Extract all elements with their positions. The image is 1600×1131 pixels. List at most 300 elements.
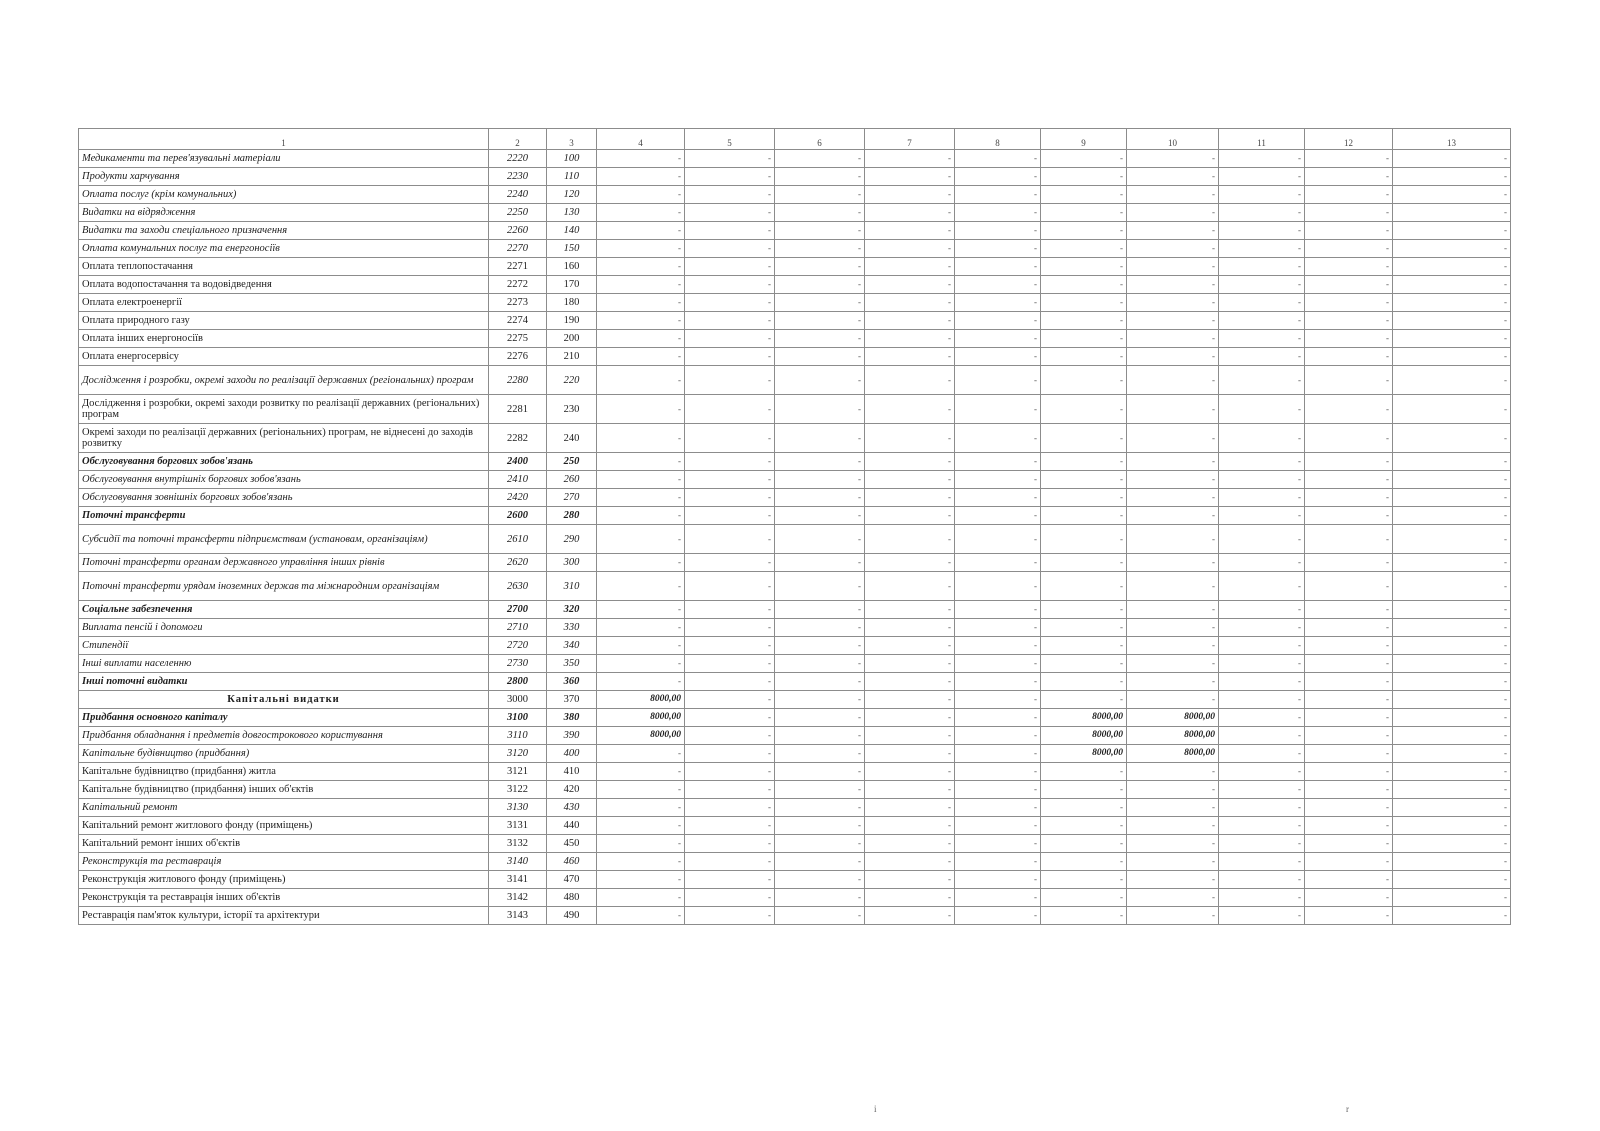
- empty-value-cell: -: [597, 619, 685, 637]
- column-number: 5: [685, 129, 775, 150]
- empty-value-cell: -: [865, 150, 955, 168]
- empty-value-cell: -: [1305, 889, 1393, 907]
- row-code: 2275: [489, 330, 547, 348]
- empty-value-cell: -: [1219, 572, 1305, 601]
- table-row: [79, 871, 1511, 889]
- column-number: 12: [1305, 129, 1393, 150]
- empty-value-cell: -: [597, 204, 685, 222]
- empty-value-cell: -: [1305, 186, 1393, 204]
- empty-value-cell: -: [1393, 168, 1511, 186]
- row-code: 3143: [489, 907, 547, 925]
- empty-value-cell: -: [597, 186, 685, 204]
- empty-value-cell: -: [1305, 709, 1393, 727]
- row-line-number: 190: [547, 312, 597, 330]
- row-code: 3100: [489, 709, 547, 727]
- empty-value-cell: -: [955, 871, 1041, 889]
- empty-value-cell: -: [775, 471, 865, 489]
- empty-value-cell: -: [775, 835, 865, 853]
- empty-value-cell: -: [1305, 453, 1393, 471]
- empty-value-cell: -: [685, 168, 775, 186]
- empty-value-cell: -: [685, 186, 775, 204]
- empty-value-cell: -: [1305, 907, 1393, 925]
- empty-value-cell: -: [597, 799, 685, 817]
- empty-value-cell: -: [955, 572, 1041, 601]
- column-number: 11: [1219, 129, 1305, 150]
- empty-value-cell: -: [1219, 395, 1305, 424]
- row-name: Видатки та заходи спеціального призначення: [79, 222, 489, 240]
- empty-value-cell: -: [685, 691, 775, 709]
- empty-value-cell: -: [955, 453, 1041, 471]
- empty-value-cell: -: [1393, 655, 1511, 673]
- table-row: [79, 294, 1511, 312]
- table-row: [79, 507, 1511, 525]
- empty-value-cell: -: [685, 601, 775, 619]
- row-code: 2230: [489, 168, 547, 186]
- row-line-number: 490: [547, 907, 597, 925]
- row-line-number: 360: [547, 673, 597, 691]
- empty-value-cell: -: [1219, 204, 1305, 222]
- row-name: Капітальне будівництво (придбання) житла: [79, 763, 489, 781]
- empty-value-cell: -: [955, 525, 1041, 554]
- empty-value-cell: -: [865, 673, 955, 691]
- table-row: [79, 471, 1511, 489]
- row-name: Соціальне забезпечення: [79, 601, 489, 619]
- row-line-number: 310: [547, 572, 597, 601]
- empty-value-cell: -: [685, 204, 775, 222]
- empty-value-cell: -: [1041, 276, 1127, 294]
- empty-value-cell: -: [1041, 424, 1127, 453]
- row-line-number: 150: [547, 240, 597, 258]
- empty-value-cell: -: [955, 655, 1041, 673]
- row-line-number: 170: [547, 276, 597, 294]
- empty-value-cell: -: [597, 871, 685, 889]
- empty-value-cell: -: [1393, 276, 1511, 294]
- empty-value-cell: -: [955, 222, 1041, 240]
- table-row: [79, 709, 1511, 727]
- empty-value-cell: -: [955, 799, 1041, 817]
- empty-value-cell: -: [1393, 601, 1511, 619]
- row-name: Інші виплати населенню: [79, 655, 489, 673]
- row-code: 2730: [489, 655, 547, 673]
- empty-value-cell: -: [955, 763, 1041, 781]
- empty-value-cell: -: [955, 817, 1041, 835]
- empty-value-cell: -: [1219, 889, 1305, 907]
- row-name: Капітальне будівництво (придбання) інших об'єктів: [79, 781, 489, 799]
- table-row: [79, 601, 1511, 619]
- table-row: [79, 348, 1511, 366]
- empty-value-cell: -: [955, 330, 1041, 348]
- empty-value-cell: -: [1393, 204, 1511, 222]
- empty-value-cell: -: [685, 554, 775, 572]
- table-row: [79, 835, 1511, 853]
- empty-value-cell: -: [865, 276, 955, 294]
- empty-value-cell: -: [1305, 799, 1393, 817]
- empty-value-cell: -: [1041, 258, 1127, 276]
- empty-value-cell: -: [1305, 619, 1393, 637]
- empty-value-cell: -: [597, 763, 685, 781]
- row-code: 2271: [489, 258, 547, 276]
- empty-value-cell: -: [1219, 781, 1305, 799]
- empty-value-cell: -: [1305, 258, 1393, 276]
- empty-value-cell: -: [1219, 835, 1305, 853]
- empty-value-cell: -: [1127, 366, 1219, 395]
- empty-value-cell: -: [1393, 799, 1511, 817]
- table-row: [79, 489, 1511, 507]
- empty-value-cell: -: [1127, 655, 1219, 673]
- row-line-number: 210: [547, 348, 597, 366]
- empty-value-cell: -: [1041, 348, 1127, 366]
- empty-value-cell: -: [1393, 507, 1511, 525]
- empty-value-cell: -: [597, 673, 685, 691]
- amount-cell: 8000,00: [1041, 709, 1127, 727]
- row-code: 3141: [489, 871, 547, 889]
- empty-value-cell: -: [1305, 817, 1393, 835]
- empty-value-cell: -: [685, 709, 775, 727]
- table-row: [79, 907, 1511, 925]
- row-code: 2600: [489, 507, 547, 525]
- amount-cell: 8000,00: [1041, 727, 1127, 745]
- row-code: 3000: [489, 691, 547, 709]
- empty-value-cell: -: [1041, 453, 1127, 471]
- empty-value-cell: -: [1219, 366, 1305, 395]
- row-name: Субсидії та поточні трансферти підприємствам (установам, організаціям): [79, 525, 489, 554]
- empty-value-cell: -: [775, 366, 865, 395]
- empty-value-cell: -: [775, 799, 865, 817]
- table-row: [79, 312, 1511, 330]
- empty-value-cell: -: [1219, 745, 1305, 763]
- empty-value-cell: -: [1219, 727, 1305, 745]
- empty-value-cell: -: [955, 312, 1041, 330]
- column-number: 3: [547, 129, 597, 150]
- row-line-number: 400: [547, 745, 597, 763]
- table-row: [79, 276, 1511, 294]
- table-row: [79, 525, 1511, 554]
- row-name: Обслуговування боргових зобов'язань: [79, 453, 489, 471]
- empty-value-cell: -: [1127, 907, 1219, 925]
- empty-value-cell: -: [1393, 817, 1511, 835]
- table-row: [79, 727, 1511, 745]
- empty-value-cell: -: [1041, 395, 1127, 424]
- empty-value-cell: -: [597, 781, 685, 799]
- row-name: Оплата енергосервісу: [79, 348, 489, 366]
- empty-value-cell: -: [1393, 835, 1511, 853]
- column-number: 8: [955, 129, 1041, 150]
- empty-value-cell: -: [775, 554, 865, 572]
- amount-cell: 8000,00: [1127, 745, 1219, 763]
- empty-value-cell: -: [1305, 204, 1393, 222]
- amount-cell: 8000,00: [1127, 727, 1219, 745]
- row-line-number: 390: [547, 727, 597, 745]
- empty-value-cell: -: [685, 889, 775, 907]
- empty-value-cell: -: [1219, 619, 1305, 637]
- empty-value-cell: -: [865, 817, 955, 835]
- row-code: 3140: [489, 853, 547, 871]
- row-code: 2720: [489, 637, 547, 655]
- table-row: [79, 889, 1511, 907]
- empty-value-cell: -: [775, 525, 865, 554]
- row-line-number: 440: [547, 817, 597, 835]
- row-name: Реставрація пам'яток культури, історії та архітектури: [79, 907, 489, 925]
- empty-value-cell: -: [1305, 395, 1393, 424]
- table-row: [79, 673, 1511, 691]
- empty-value-cell: -: [1219, 276, 1305, 294]
- empty-value-cell: -: [865, 395, 955, 424]
- row-line-number: 220: [547, 366, 597, 395]
- empty-value-cell: -: [597, 366, 685, 395]
- amount-cell: 8000,00: [597, 691, 685, 709]
- empty-value-cell: -: [1305, 673, 1393, 691]
- empty-value-cell: -: [955, 673, 1041, 691]
- empty-value-cell: -: [955, 204, 1041, 222]
- empty-value-cell: -: [597, 240, 685, 258]
- empty-value-cell: -: [1393, 871, 1511, 889]
- empty-value-cell: -: [1219, 554, 1305, 572]
- empty-value-cell: -: [865, 601, 955, 619]
- empty-value-cell: -: [865, 525, 955, 554]
- empty-value-cell: -: [1393, 673, 1511, 691]
- table-row: [79, 799, 1511, 817]
- empty-value-cell: -: [1305, 276, 1393, 294]
- row-code: 2410: [489, 471, 547, 489]
- table-row: [79, 424, 1511, 453]
- empty-value-cell: -: [597, 294, 685, 312]
- row-code: 2220: [489, 150, 547, 168]
- empty-value-cell: -: [775, 294, 865, 312]
- empty-value-cell: -: [775, 240, 865, 258]
- empty-value-cell: -: [597, 637, 685, 655]
- row-line-number: 420: [547, 781, 597, 799]
- empty-value-cell: -: [775, 168, 865, 186]
- empty-value-cell: -: [775, 395, 865, 424]
- empty-value-cell: -: [955, 601, 1041, 619]
- empty-value-cell: -: [1127, 204, 1219, 222]
- empty-value-cell: -: [1393, 312, 1511, 330]
- empty-value-cell: -: [955, 294, 1041, 312]
- empty-value-cell: -: [597, 907, 685, 925]
- empty-value-cell: -: [597, 655, 685, 673]
- row-code: 2273: [489, 294, 547, 312]
- table-row: [79, 150, 1511, 168]
- empty-value-cell: -: [1219, 348, 1305, 366]
- empty-value-cell: -: [597, 817, 685, 835]
- empty-value-cell: -: [775, 907, 865, 925]
- empty-value-cell: -: [685, 817, 775, 835]
- row-name: Обслуговування внутрішніх боргових зобов'язань: [79, 471, 489, 489]
- row-name: Медикаменти та перев'язувальні матеріали: [79, 150, 489, 168]
- column-number: 9: [1041, 129, 1127, 150]
- table-row: [79, 655, 1511, 673]
- row-line-number: 280: [547, 507, 597, 525]
- empty-value-cell: -: [1041, 619, 1127, 637]
- empty-value-cell: -: [865, 489, 955, 507]
- empty-value-cell: -: [1305, 240, 1393, 258]
- empty-value-cell: -: [775, 507, 865, 525]
- empty-value-cell: -: [685, 655, 775, 673]
- empty-value-cell: -: [1127, 889, 1219, 907]
- empty-value-cell: -: [1305, 554, 1393, 572]
- row-name: Реконструкція та реставрація інших об'єктів: [79, 889, 489, 907]
- empty-value-cell: -: [955, 240, 1041, 258]
- empty-value-cell: -: [685, 525, 775, 554]
- row-name: Інші поточні видатки: [79, 673, 489, 691]
- empty-value-cell: -: [1127, 150, 1219, 168]
- empty-value-cell: -: [1041, 817, 1127, 835]
- empty-value-cell: -: [1041, 240, 1127, 258]
- row-code: 2240: [489, 186, 547, 204]
- empty-value-cell: -: [775, 853, 865, 871]
- empty-value-cell: -: [1393, 489, 1511, 507]
- empty-value-cell: -: [1127, 258, 1219, 276]
- row-code: 2630: [489, 572, 547, 601]
- row-code: 2280: [489, 366, 547, 395]
- empty-value-cell: -: [597, 554, 685, 572]
- empty-value-cell: -: [955, 691, 1041, 709]
- row-line-number: 240: [547, 424, 597, 453]
- empty-value-cell: -: [1305, 507, 1393, 525]
- empty-value-cell: -: [1393, 424, 1511, 453]
- empty-value-cell: -: [1041, 150, 1127, 168]
- empty-value-cell: -: [865, 889, 955, 907]
- empty-value-cell: -: [1127, 222, 1219, 240]
- row-line-number: 180: [547, 294, 597, 312]
- empty-value-cell: -: [1219, 601, 1305, 619]
- empty-value-cell: -: [1393, 727, 1511, 745]
- column-number: 10: [1127, 129, 1219, 150]
- empty-value-cell: -: [597, 601, 685, 619]
- empty-value-cell: -: [597, 258, 685, 276]
- table-row: [79, 745, 1511, 763]
- empty-value-cell: -: [1127, 424, 1219, 453]
- row-line-number: 100: [547, 150, 597, 168]
- row-name: Капітальний ремонт: [79, 799, 489, 817]
- row-name: Стипендії: [79, 637, 489, 655]
- empty-value-cell: -: [865, 554, 955, 572]
- empty-value-cell: -: [775, 745, 865, 763]
- empty-value-cell: -: [1219, 186, 1305, 204]
- empty-value-cell: -: [1305, 471, 1393, 489]
- empty-value-cell: -: [955, 471, 1041, 489]
- empty-value-cell: -: [775, 572, 865, 601]
- row-code: 2282: [489, 424, 547, 453]
- empty-value-cell: -: [597, 222, 685, 240]
- empty-value-cell: -: [1127, 471, 1219, 489]
- empty-value-cell: -: [955, 853, 1041, 871]
- empty-value-cell: -: [597, 453, 685, 471]
- empty-value-cell: -: [685, 150, 775, 168]
- empty-value-cell: -: [1041, 554, 1127, 572]
- empty-value-cell: -: [1219, 489, 1305, 507]
- empty-value-cell: -: [1041, 781, 1127, 799]
- empty-value-cell: -: [1219, 637, 1305, 655]
- empty-value-cell: -: [1393, 745, 1511, 763]
- empty-value-cell: -: [1041, 525, 1127, 554]
- empty-value-cell: -: [1305, 525, 1393, 554]
- table-row: [79, 763, 1511, 781]
- empty-value-cell: -: [955, 168, 1041, 186]
- empty-value-cell: -: [1041, 168, 1127, 186]
- row-line-number: 260: [547, 471, 597, 489]
- empty-value-cell: -: [1219, 525, 1305, 554]
- empty-value-cell: -: [685, 366, 775, 395]
- empty-value-cell: -: [1305, 330, 1393, 348]
- row-line-number: 250: [547, 453, 597, 471]
- empty-value-cell: -: [955, 186, 1041, 204]
- row-code: 2260: [489, 222, 547, 240]
- empty-value-cell: -: [775, 186, 865, 204]
- row-line-number: 460: [547, 853, 597, 871]
- empty-value-cell: -: [1219, 691, 1305, 709]
- row-name: Виплата пенсій і допомоги: [79, 619, 489, 637]
- empty-value-cell: -: [1041, 222, 1127, 240]
- empty-value-cell: -: [1305, 312, 1393, 330]
- empty-value-cell: -: [1127, 619, 1219, 637]
- amount-cell: 8000,00: [1127, 709, 1219, 727]
- row-name: Оплата водопостачання та водовідведення: [79, 276, 489, 294]
- row-line-number: 200: [547, 330, 597, 348]
- row-name: Оплата електроенергії: [79, 294, 489, 312]
- empty-value-cell: -: [1041, 507, 1127, 525]
- empty-value-cell: -: [955, 276, 1041, 294]
- empty-value-cell: -: [1041, 691, 1127, 709]
- row-line-number: 320: [547, 601, 597, 619]
- empty-value-cell: -: [1041, 871, 1127, 889]
- empty-value-cell: -: [1393, 471, 1511, 489]
- empty-value-cell: -: [865, 619, 955, 637]
- empty-value-cell: -: [1393, 781, 1511, 799]
- empty-value-cell: -: [1393, 240, 1511, 258]
- empty-value-cell: -: [597, 835, 685, 853]
- empty-value-cell: -: [1127, 453, 1219, 471]
- table-row: [79, 258, 1511, 276]
- empty-value-cell: -: [597, 853, 685, 871]
- table-row: [79, 619, 1511, 637]
- empty-value-cell: -: [775, 601, 865, 619]
- empty-value-cell: -: [1127, 817, 1219, 835]
- empty-value-cell: -: [597, 168, 685, 186]
- table-row: [79, 453, 1511, 471]
- empty-value-cell: -: [865, 453, 955, 471]
- empty-value-cell: -: [1127, 691, 1219, 709]
- empty-value-cell: -: [1127, 763, 1219, 781]
- empty-value-cell: -: [1041, 186, 1127, 204]
- row-name: Поточні трансферти урядам іноземних держав та міжнародним організаціям: [79, 572, 489, 601]
- empty-value-cell: -: [1393, 619, 1511, 637]
- row-code: 2250: [489, 204, 547, 222]
- empty-value-cell: -: [865, 781, 955, 799]
- row-code: 2610: [489, 525, 547, 554]
- empty-value-cell: -: [865, 871, 955, 889]
- row-line-number: 450: [547, 835, 597, 853]
- empty-value-cell: -: [1393, 453, 1511, 471]
- empty-value-cell: -: [775, 871, 865, 889]
- row-name: Поточні трансферти органам державного управління інших рівнів: [79, 554, 489, 572]
- budget-table: [78, 128, 1511, 925]
- empty-value-cell: -: [685, 489, 775, 507]
- empty-value-cell: -: [1219, 673, 1305, 691]
- empty-value-cell: -: [685, 312, 775, 330]
- row-code: 2620: [489, 554, 547, 572]
- footer-mark-right: r: [1346, 1104, 1349, 1114]
- empty-value-cell: -: [1127, 395, 1219, 424]
- empty-value-cell: -: [955, 637, 1041, 655]
- column-number: 7: [865, 129, 955, 150]
- empty-value-cell: -: [1041, 673, 1127, 691]
- row-code: 2420: [489, 489, 547, 507]
- row-code: 3122: [489, 781, 547, 799]
- empty-value-cell: -: [775, 817, 865, 835]
- row-name: Придбання основного капіталу: [79, 709, 489, 727]
- empty-value-cell: -: [1305, 294, 1393, 312]
